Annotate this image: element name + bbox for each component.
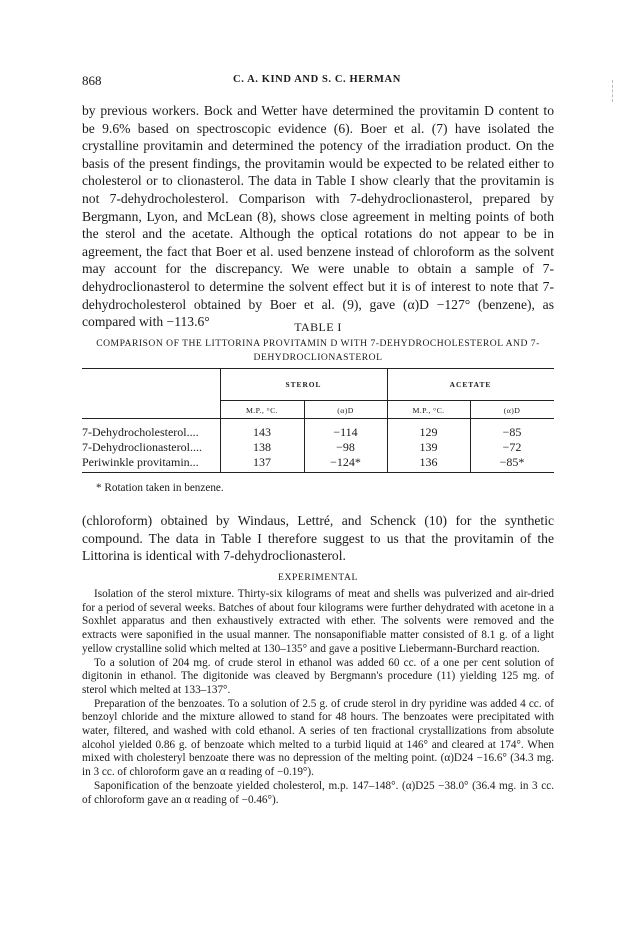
- table-top-rule: [82, 368, 554, 369]
- column-header: (α)D: [503, 406, 521, 415]
- experimental-paragraph: Saponification of the benzoate yielded cholesterol, m.p. 147–148°. (α)D25 −38.0° (36.4 mg. in 3 cc. of chloroform gave an α reading of −0.46°).: [82, 779, 554, 806]
- table-bottom-rule: [82, 472, 554, 473]
- experimental-section: [82, 588, 554, 807]
- page-edge-mark: [612, 80, 614, 102]
- table-cell: 143: [253, 425, 271, 439]
- group-header-sterol: STEROL: [285, 380, 322, 389]
- experimental-paragraph: Isolation of the sterol mixture. Thirty-six kilograms of meat and shells was pulverized and air-dried for a period of several weeks. Batches of about four kilograms were further dehydrated with acetone in a Soxhlet apparatus and then exhaustively extracted with ether. The solvents were removed and the extracts were saponified in the usual manner. The nonsaponifiable matter consisted of 8.1 g. of a light yellow crystalline solid which melted at 130–135° and gave a positive Liebermann-Burchard reaction.: [82, 588, 554, 655]
- experimental-paragraph: To a solution of 204 mg. of crude sterol in ethanol was added 60 cc. of a one per cent solution of digitonin in ethanol. The digitonide was cleaved by Bergmann's procedure (11) yielding 125 mg. of sterol which melted at 133–137°.: [82, 656, 554, 696]
- table-cell: 139: [419, 440, 438, 454]
- body-text-top: by previous workers. Bock and Wetter have determined the provitamin D content to be 9.6% based on spectroscopic evidence (6). Boer et al. (7) have isolated the crystalline provitamin and determined the potency of the irradiation product. On the basis of the present findings, the provitamin would be expected to be related either to cholesterol or to clionasterol. The data in Table I show clearly that the provitamin is not 7-dehydrocholesterol. Comparison with 7-dehydroclionasterol, prepared by Bergmann, Lyon, and McLean (8), shows close agreement in melting points of both the sterol and the acetate. Although the optical rotations do not appear to be in agreement, the fact that Boer et al. used benzene instead of chloroform as the solvent may account for the discrepancy. We were unable to obtain a sample of 7-dehydroclionasterol to determine the solvent effect but it is of interest to note that 7-dehydrocholesterol obtained by Boer et al. (9), gave (α)D −127° (benzene), as compared with −113.6°: [82, 103, 554, 330]
- table-cell: 137: [253, 455, 271, 469]
- table-cell: −124*: [330, 455, 361, 469]
- table-row-label: 7-Dehydrocholesterol....: [82, 425, 199, 439]
- body-text-mid: (chloroform) obtained by Windaus, Lettré, and Schenck (10) for the synthetic compound. The data in Table I therefore suggest to us that the provitamin of the Littorina is identical with 7-dehydroclionasterol.: [82, 513, 554, 564]
- group-header-acetate: ACETATE: [449, 380, 492, 389]
- table-row-label: 7-Dehydroclionasterol....: [82, 440, 202, 454]
- running-header: [82, 73, 552, 89]
- body-paragraph-mid: [82, 512, 554, 565]
- page-number: 868: [82, 73, 102, 88]
- column-header: M.P., °C.: [245, 406, 279, 415]
- running-head-authors: C. A. KIND AND S. C. HERMAN: [233, 74, 401, 85]
- table-cell: −98: [336, 440, 355, 454]
- experimental-paragraph: Preparation of the benzoates. To a solution of 2.5 g. of crude sterol in dry pyridine was added 4 cc. of benzoyl chloride and the mixture allowed to stand for 48 hours. The benzoates were precipitated with water, filtered, and washed with cold ethanol. A series of ten fractional crystallizations from absolute alcohol yielded 0.86 g. of benzoate which melted to a turbid liquid at 146° and cleared at 174°. When mixed with cholesteryl benzoate there was no depression of the melting point. (α)D24 −16.6° (34.3 mg. in 3 cc. of chloroform gave an α reading of −0.19°).: [82, 697, 554, 779]
- table-cell: 129: [419, 425, 438, 439]
- table-cell: 138: [253, 440, 271, 454]
- column-header: M.P., °C.: [412, 406, 445, 415]
- body-paragraph-top: [82, 102, 554, 331]
- table-cell: −72: [502, 440, 522, 454]
- section-heading: EXPERIMENTAL: [278, 572, 358, 583]
- table-title: COMPARISON OF THE LITTORINA PROVITAMIN D WITH 7-DEHYDROCHOLESTEROL AND 7-DEHYDROCLIONASTEROL: [96, 338, 540, 363]
- table-cell: 136: [419, 455, 438, 469]
- column-header: (α)D: [337, 406, 354, 415]
- table-row-label: Periwinkle provitamin...: [82, 455, 199, 469]
- table-footnote: * Rotation taken in benzene.: [96, 482, 224, 494]
- table-cell: −114: [333, 425, 358, 439]
- table-header-rule: [82, 418, 554, 419]
- table-label: TABLE I: [294, 320, 342, 334]
- table-cell: −85*: [499, 455, 525, 469]
- table-cell: −85: [502, 425, 522, 439]
